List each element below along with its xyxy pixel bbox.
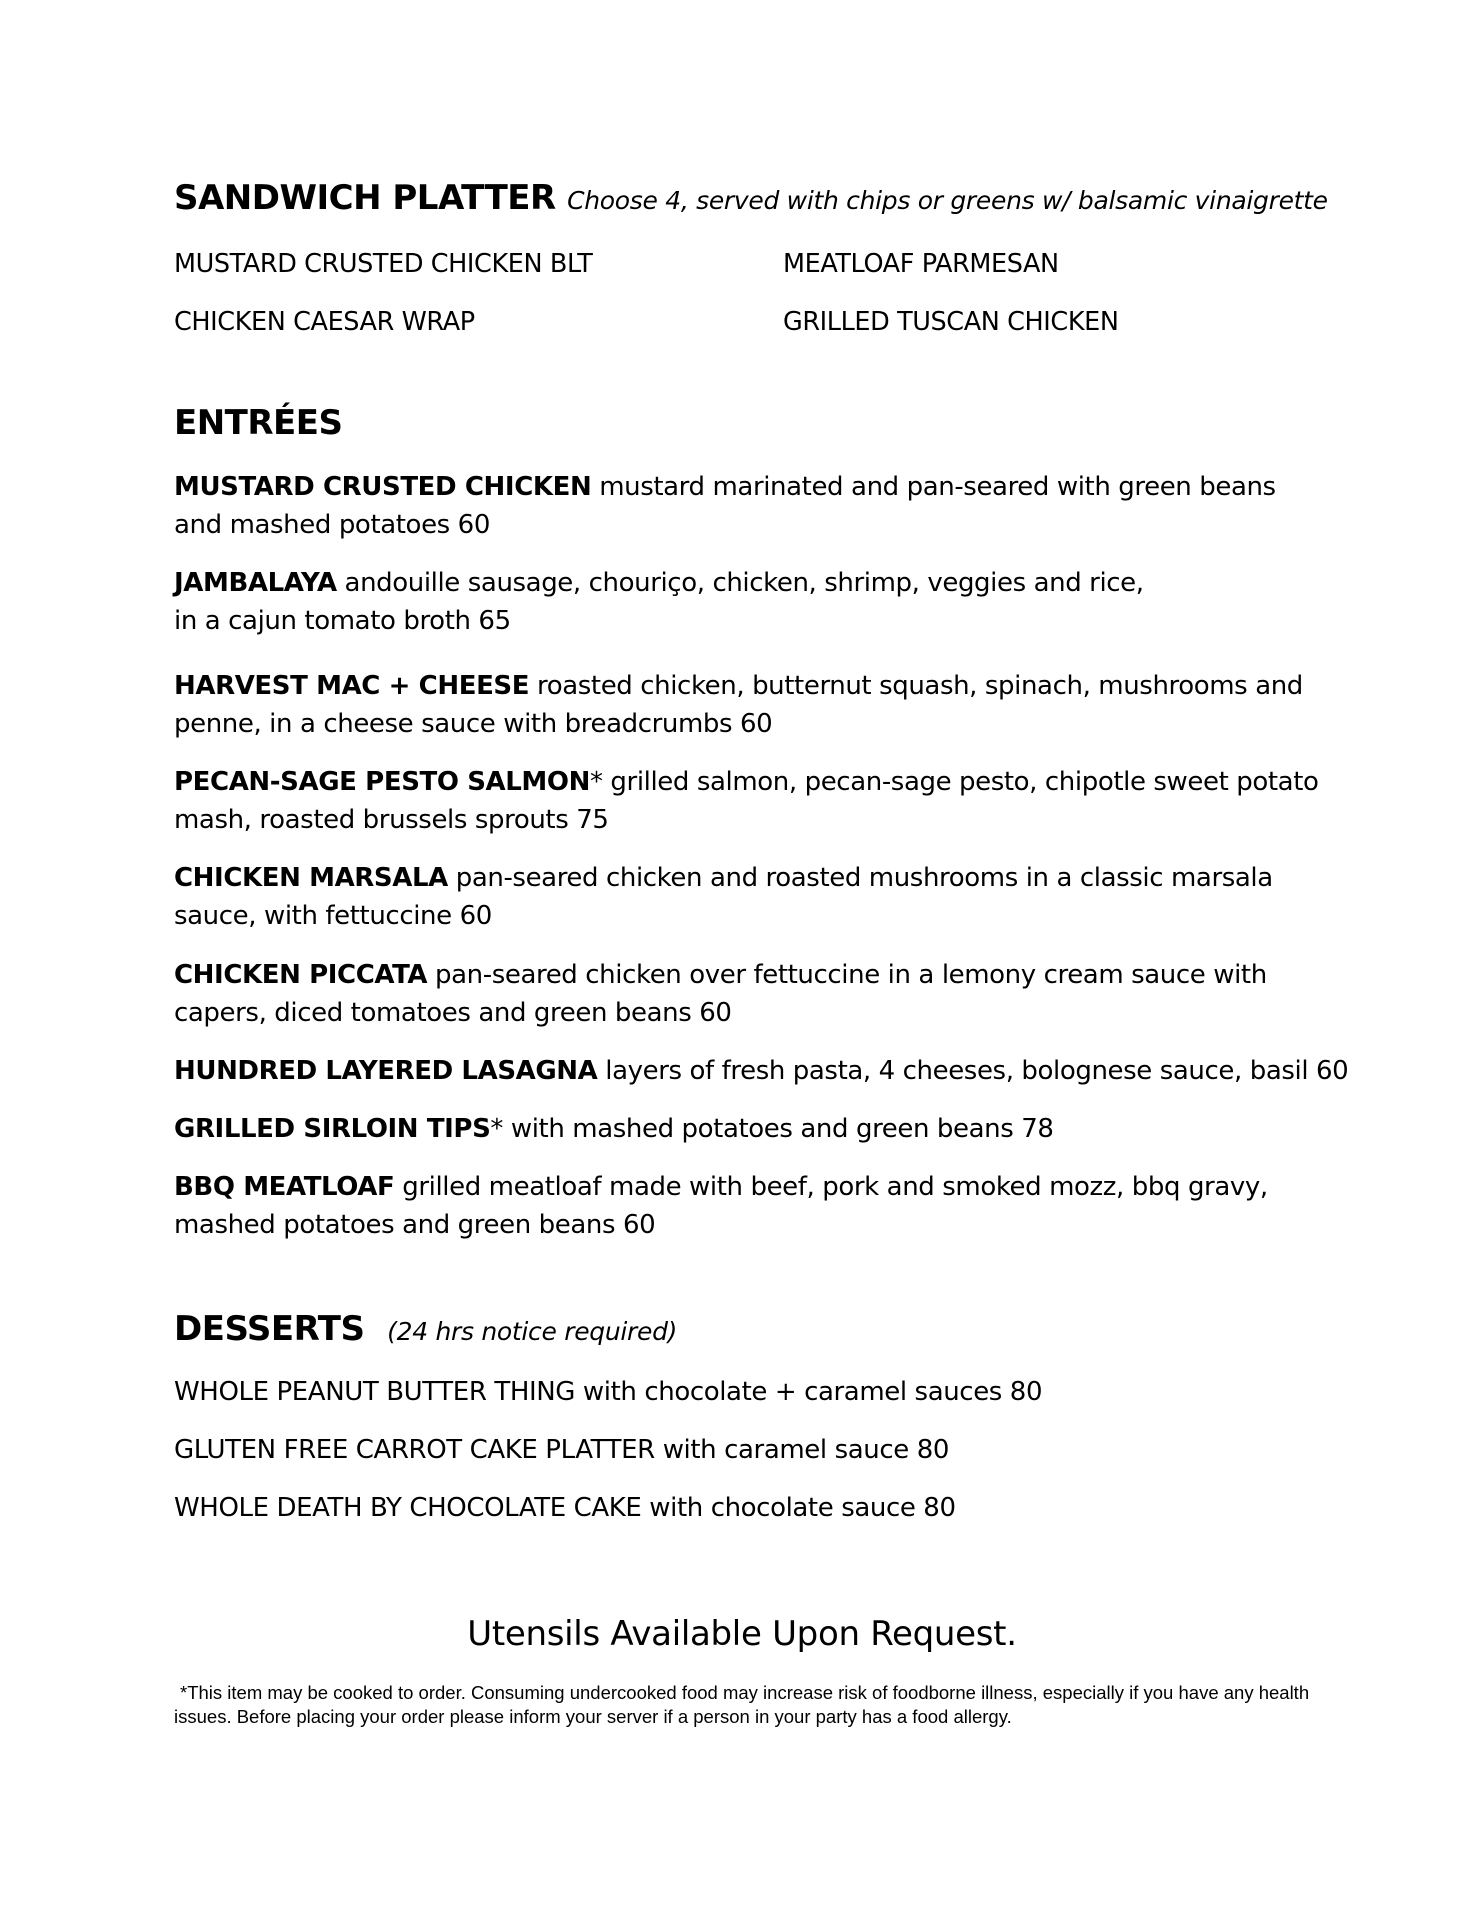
entree-item <box>174 468 1324 544</box>
entree-name: HUNDRED LAYERED LASAGNA <box>174 1056 598 1086</box>
entrees-title: ENTRÉES <box>174 403 343 443</box>
dessert-item: WHOLE DEATH BY CHOCOLATE CAKE with chocolate sauce 80 <box>174 1493 956 1523</box>
entree-desc-continued: mashed potatoes and green beans 60 <box>174 1210 656 1240</box>
utensils-note: Utensils Available Upon Request. <box>467 1614 1017 1654</box>
entree-desc: andouille sausage, chouriço, chicken, shrimp, veggies and rice, <box>336 568 1144 598</box>
entree-item <box>174 1168 1324 1244</box>
sandwich-item: MEATLOAF PARMESAN <box>783 249 1059 279</box>
entree-name: GRILLED SIRLOIN TIPS <box>174 1114 491 1144</box>
entree-item <box>174 1052 1349 1090</box>
sandwich-platter-title: SANDWICH PLATTER <box>174 178 556 218</box>
entree-desc: * with mashed potatoes and green beans 78 <box>490 1114 1054 1144</box>
entree-item <box>174 859 1324 935</box>
entree-desc: grilled meatloaf made with beef, pork and smoked mozz, bbq gravy, <box>394 1172 1268 1202</box>
sandwich-item: CHICKEN CAESAR WRAP <box>174 307 475 337</box>
desserts-title: DESSERTS <box>174 1309 365 1349</box>
entree-desc: roasted chicken, butternut squash, spinach, mushrooms and penne, in a cheese sauce with breadcrumbs 60 <box>174 671 1303 739</box>
entree-name: PECAN-SAGE PESTO SALMON <box>174 767 590 797</box>
entree-name: JAMBALAYA <box>174 568 337 598</box>
food-safety-disclaimer: *This item may be cooked to order. Consuming undercooked food may increase risk of foodborne illness, especially if you have any health issues. Before placing your order please inform your server if a person in your party has a food allergy. <box>174 1682 1310 1727</box>
entree-name: CHICKEN MARSALA <box>174 863 448 893</box>
entree-item <box>174 1110 1324 1148</box>
dessert-item: GLUTEN FREE CARROT CAKE PLATTER with caramel sauce 80 <box>174 1435 949 1465</box>
desserts-heading <box>174 1309 677 1352</box>
entree-desc: pan-seared chicken over fettuccine in a lemony cream sauce with capers, diced tomatoes and green beans 60 <box>174 960 1267 1028</box>
entree-name: HARVEST MAC + CHEESE <box>174 671 530 701</box>
entree-item <box>174 564 1324 640</box>
desserts-subtitle: (24 hrs notice required) <box>387 1317 678 1346</box>
entree-item <box>174 667 1324 743</box>
entree-desc: layers of fresh pasta, 4 cheeses, bolognese sauce, basil 60 <box>597 1056 1349 1086</box>
entree-item <box>174 956 1324 1032</box>
sandwich-platter-heading <box>174 178 1328 221</box>
entree-name: BBQ MEATLOAF <box>174 1172 395 1202</box>
entree-desc-continued: in a cajun tomato broth 65 <box>174 606 511 636</box>
entree-name: CHICKEN PICCATA <box>174 960 428 990</box>
entree-desc: pan-seared chicken and roasted mushrooms in a classic marsala sauce, with fettuccine 60 <box>174 863 1273 931</box>
entree-name: MUSTARD CRUSTED CHICKEN <box>174 472 592 502</box>
sandwich-platter-subtitle: Choose 4, served with chips or greens w/ balsamic vinaigrette <box>567 186 1328 215</box>
dessert-item: WHOLE PEANUT BUTTER THING with chocolate + caramel sauces 80 <box>174 1377 1043 1407</box>
entree-desc: * grilled salmon, pecan-sage pesto, chipotle sweet potato mash, roasted brussels sprouts 75 <box>174 767 1319 835</box>
sandwich-item: MUSTARD CRUSTED CHICKEN BLT <box>174 249 593 279</box>
entree-desc: mustard marinated and pan-seared with green beans and mashed potatoes 60 <box>174 472 1276 540</box>
sandwich-item: GRILLED TUSCAN CHICKEN <box>783 307 1119 337</box>
entree-item <box>174 763 1324 839</box>
